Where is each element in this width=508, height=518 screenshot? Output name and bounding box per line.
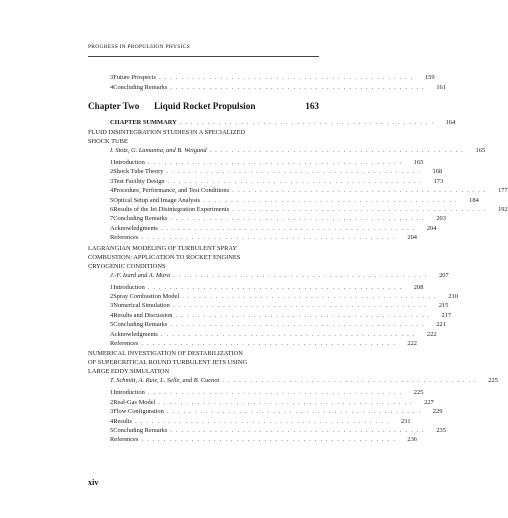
section-page: 221 (436, 321, 446, 329)
section-title: Optical Setup and Image Analysis (113, 196, 201, 204)
chapter-title: Liquid Rocket Propulsion (154, 101, 256, 111)
section-page: 225 (413, 389, 424, 397)
section-title: Introduction (113, 389, 145, 397)
dot-leader: . . . . . . . . . . . . . . . . . . . . . . . . . . . . . . . . . . . . . . . . . . . . . . (232, 206, 487, 213)
paper-title-line (88, 244, 319, 253)
paper-title: LAGRANGIAN MODELING OF TURBULENT SPRAY (88, 244, 238, 252)
section-title: Numerical Simulation (113, 302, 170, 310)
section-number: 2 (110, 293, 114, 300)
dot-leader: . . . . . . . . . . . . . . . . . . . . . . . . . . . . . . . . . . . . . . . . . . . . . . (170, 84, 425, 91)
dot-leader: . . . . . . . . . . . . . . . . . . . . . . . . . . . . . . . . . . . . . . . . . . . . . . (160, 224, 416, 232)
toc-entry (110, 73, 435, 82)
section-page: 203 (436, 215, 446, 223)
toc-section-entry (110, 311, 452, 320)
extra-page: 222 (426, 330, 437, 338)
paper-page: 165 (475, 147, 486, 154)
paper-title: OF SUPERCRITICAL ROUND TURBULENT JETS USING (88, 359, 248, 367)
section-title: Introduction (113, 283, 145, 291)
section-page: 210 (448, 293, 458, 300)
section-page: 235 (436, 427, 446, 434)
toc-section-entry (110, 205, 508, 214)
toc-section-entry (110, 214, 446, 223)
summary-title: CHAPTER SUMMARY (110, 119, 177, 126)
extra-page: 236 (407, 436, 417, 444)
dot-leader: . . . . . . . . . . . . . . . . . . . . . . . . . . . . . . . . . . . . . . . . . . . . . . (147, 159, 403, 166)
toc-section-entry (110, 158, 424, 167)
section-page: 229 (432, 408, 443, 416)
section-title: Concluding Remarks (113, 427, 168, 434)
toc-extra-entry (110, 224, 437, 233)
paper-title: COMBUSTION: APPLICATION TO ROCKET ENGINES (88, 253, 241, 261)
section-title: Shock Tube Theory (113, 168, 164, 176)
paper-authors: T. Schmitt, A. Ruiz, L. Selle, and B. Cuenot (110, 377, 220, 385)
paper-authors-line (110, 271, 449, 280)
chapter-heading (88, 101, 319, 113)
section-title: Results (113, 417, 133, 425)
section-title: Test Facility Design (113, 177, 165, 185)
dot-leader: . . . . . . . . . . . . . . . . . . . . . . . . . . . . . . . . . . . . . . . . . . . . . . (170, 215, 425, 223)
dot-leader: . . . . . . . . . . . . . . . . . . . . . . . . . . . . . . . . . . . . . . . . . . . . . . (209, 147, 465, 154)
toc-entry (110, 83, 446, 92)
section-page: 231 (401, 417, 411, 425)
section-title: Introduction (113, 159, 145, 166)
extra-page: 222 (407, 340, 417, 347)
dot-leader: . . . . . . . . . . . . . . . . . . . . . . . . . . . . . . . . . . . . . . . . . . . . . . (222, 377, 477, 385)
paper-title: FLUID DISINTEGRATION STUDIES IN A SPECIALIZED (88, 129, 246, 136)
dot-leader: . . . . . . . . . . . . . . . . . . . . . . . . . . . . . . . . . . . . . . . . . . . . . . (160, 330, 416, 338)
dot-leader: . . . . . . . . . . . . . . . . . . . . . . . . . . . . . . . . . . . . . . . . . . . . . . (175, 311, 431, 319)
dot-leader: . . . . . . . . . . . . . . . . . . . . . . . . . . . . . . . . . . . . . . . . . . . . . . (170, 321, 425, 329)
toc-section-entry (110, 320, 446, 329)
toc-section-entry (110, 196, 479, 205)
section-page: 217 (441, 311, 452, 319)
extra-page: 204 (407, 234, 417, 242)
running-head: PROGRESS IN PROPULSION PHYSICS (88, 44, 190, 50)
toc-section-entry (110, 426, 446, 435)
toc-section-entry (110, 167, 443, 176)
section-number: 7 (110, 215, 114, 223)
section-title: Results of the Jet Disintegration Experiments (113, 206, 230, 213)
entry-number: 4 (110, 84, 114, 91)
section-title: Results and Discussion (113, 311, 173, 319)
toc-extra-entry (110, 330, 437, 339)
dot-leader: . . . . . . . . . . . . . . . . . . . . . . . . . . . . . . . . . . . . . . . . . . . . . . (135, 417, 390, 425)
section-page: 227 (424, 398, 434, 406)
paper-title: NUMERICAL INVESTIGATION OF DESTABILIZATION (88, 350, 243, 358)
section-title: Procedure, Performance, and Test Conditions (113, 187, 230, 195)
paper-title-line (88, 367, 319, 376)
section-number: 1 (110, 159, 114, 166)
entry-title: Concluding Remarks (113, 84, 168, 91)
dot-leader: . . . . . . . . . . . . . . . . . . . . . . . . . . . . . . . . . . . . . . . . . . . . . . (158, 74, 414, 81)
dot-leader: . . . . . . . . . . . . . . . . . . . . . . . . . . . . . . . . . . . . . . . . . . . . . . (166, 408, 422, 416)
paper-page: 225 (488, 377, 498, 385)
chapter-summary-entry (110, 118, 456, 127)
section-number: 6 (110, 206, 114, 213)
entry-number: 3 (110, 74, 114, 81)
dot-leader: . . . . . . . . . . . . . . . . . . . . . . . . . . . . . . . . . . . . . . . . . . . . . . (141, 234, 396, 242)
section-number: 4 (110, 311, 114, 319)
dot-leader: . . . . . . . . . . . . . . . . . . . . . . . . . . . . . . . . . . . . . . . . . . . . . . (141, 436, 396, 444)
paper-title-line (88, 358, 319, 367)
entry-page: 159 (424, 74, 435, 81)
toc-section-entry (110, 407, 443, 416)
section-number: 5 (110, 321, 114, 329)
toc-section-entry (110, 301, 449, 310)
dot-leader: . . . . . . . . . . . . . . . . . . . . . . . . . . . . . . . . . . . . . . . . . . . . . . (147, 283, 403, 291)
section-page: 192 (498, 206, 508, 213)
extra-title: References (110, 340, 139, 347)
section-page: 208 (413, 283, 424, 291)
chapter-label: Chapter Two (88, 101, 140, 111)
paper-title-line (88, 128, 319, 137)
extra-title: Acknowledgments (110, 224, 158, 232)
section-number: 5 (110, 427, 114, 434)
section-title: Flow Configuration (113, 408, 164, 416)
dot-leader: . . . . . . . . . . . . . . . . . . . . . . . . . . . . . . . . . . . . . . . . . . . . . . (166, 168, 422, 176)
page-folio: xiv (88, 478, 99, 487)
dot-leader: . . . . . . . . . . . . . . . . . . . . . . . . . . . . . . . . . . . . . . . . . . . . . . (173, 271, 428, 279)
section-title: Concluding Remarks (113, 321, 168, 329)
section-number: 3 (110, 408, 114, 416)
paper-title-line (88, 253, 319, 262)
section-title: Real-Gas Model (113, 398, 156, 406)
section-page: 165 (413, 159, 424, 166)
toc-section-entry (110, 283, 424, 292)
section-number: 4 (110, 417, 114, 425)
paper-page: 207 (439, 271, 449, 279)
extra-title: References (110, 234, 139, 242)
section-title: Spray Combustion Model (113, 293, 180, 300)
dot-leader: . . . . . . . . . . . . . . . . . . . . . . . . . . . . . . . . . . . . . . . . . . . . . . (167, 177, 423, 185)
section-page: 184 (469, 196, 479, 204)
section-number: 2 (110, 398, 114, 406)
toc-section-entry (110, 398, 434, 407)
section-title: Concluding Remarks (113, 215, 168, 223)
paper-title-line (88, 137, 319, 146)
paper-title: LARGE EDDY SIMULATION (88, 368, 170, 376)
toc-extra-entry (110, 233, 417, 242)
paper-title: CRYOGENIC CONDITIONS (88, 262, 166, 270)
section-page: 168 (432, 168, 443, 176)
entry-title: Future Prospects (113, 74, 156, 81)
paper-authors: J.-F. Izard and A. Mura (110, 271, 171, 279)
header-rule (88, 56, 319, 57)
toc-section-entry (110, 292, 458, 301)
paper-authors: I. Stotz, G. Lamanna, and B. Weigand (110, 147, 207, 154)
toc-section-entry (110, 388, 424, 397)
entry-page: 161 (436, 84, 446, 91)
dot-leader: . . . . . . . . . . . . . . . . . . . . . . . . . . . . . . . . . . . . . . . . . . . . . . (232, 187, 487, 195)
section-number: 4 (110, 187, 114, 195)
section-number: 1 (110, 389, 114, 397)
section-number: 3 (110, 177, 114, 185)
toc-extra-entry (110, 339, 417, 348)
extra-title: Acknowledgments (110, 330, 158, 338)
section-page: 173 (433, 177, 444, 185)
section-page: 177 (498, 187, 508, 195)
toc-section-entry (110, 417, 411, 426)
toc-section-entry (110, 186, 508, 195)
section-number: 1 (110, 283, 114, 291)
paper-title: SHOCK TUBE (88, 138, 128, 145)
section-number: 5 (110, 196, 114, 204)
dot-leader: . . . . . . . . . . . . . . . . . . . . . . . . . . . . . . . . . . . . . . . . . . . . . . (158, 398, 413, 406)
dot-leader: . . . . . . . . . . . . . . . . . . . . . . . . . . . . . . . . . . . . . . . . . . . . . . (203, 196, 458, 204)
paper-title-line (88, 349, 319, 358)
section-number: 2 (110, 168, 114, 176)
chapter-page: 163 (305, 101, 319, 111)
dot-leader: . . . . . . . . . . . . . . . . . . . . . . . . . . . . . . . . . . . . . . . . . . . . . . (141, 340, 396, 347)
summary-page: 164 (445, 119, 456, 126)
section-page: 215 (438, 302, 449, 310)
dot-leader: . . . . . . . . . . . . . . . . . . . . . . . . . . . . . . . . . . . . . . . . . . . . . . (172, 302, 428, 310)
extra-page: 204 (426, 224, 437, 232)
section-number: 3 (110, 302, 114, 310)
toc-extra-entry (110, 435, 417, 444)
dot-leader: . . . . . . . . . . . . . . . . . . . . . . . . . . . . . . . . . . . . . . . . . . . . . . (170, 427, 425, 434)
paper-title-line (88, 262, 319, 271)
paper-authors-line (110, 146, 486, 155)
dot-leader: . . . . . . . . . . . . . . . . . . . . . . . . . . . . . . . . . . . . . . . . . . . . . . (179, 119, 435, 126)
extra-title: References (110, 436, 139, 444)
dot-leader: . . . . . . . . . . . . . . . . . . . . . . . . . . . . . . . . . . . . . . . . . . . . . . (182, 293, 437, 300)
dot-leader: . . . . . . . . . . . . . . . . . . . . . . . . . . . . . . . . . . . . . . . . . . . . . . (147, 389, 403, 397)
toc-section-entry (110, 177, 444, 186)
paper-authors-line (110, 376, 498, 385)
